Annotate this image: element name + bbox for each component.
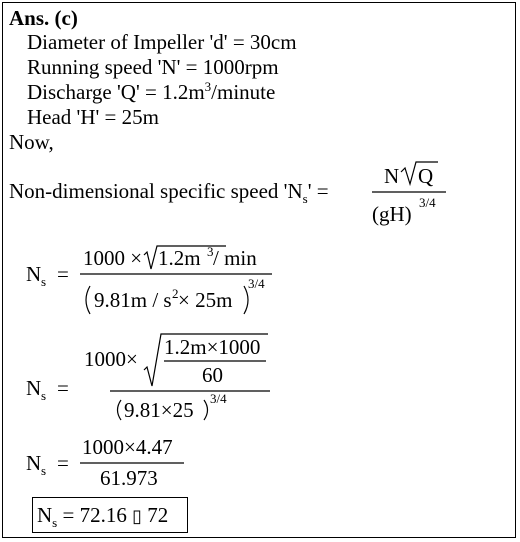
given-head: Head 'H' = 25m — [27, 105, 159, 129]
answer-label: Ans. (c) — [9, 6, 78, 30]
eq1-root-post: / min — [213, 246, 257, 270]
equation-1 — [26, 236, 306, 326]
eq1-exp: 3/4 — [248, 276, 265, 291]
eq1-num: 1000 × — [83, 246, 143, 270]
specific-speed-label: Non-dimensional specific speed '$N_s$' = — [9, 179, 329, 207]
formula-exp: 3/4 — [419, 195, 436, 210]
eq2-num-left: 1000× — [84, 347, 138, 371]
eq2-lhs-s: s — [41, 388, 47, 403]
eq2-lhs-N: N — [26, 376, 42, 400]
eq3-num: 1000×4.47 — [82, 435, 173, 459]
eq2-exp: 3/4 — [210, 391, 227, 406]
given-diameter: Diameter of Impeller 'd' = 30cm — [27, 30, 297, 54]
eq2-paren-left — [118, 400, 122, 420]
eq3-lhs-N: N — [26, 451, 42, 475]
eq1-lhs-N: N — [26, 262, 42, 286]
now-text: Now, — [9, 130, 54, 154]
eq1-root: 1.2m — [158, 246, 201, 270]
missing-glyph: ▯ — [132, 506, 142, 527]
equation-2 — [26, 330, 286, 430]
formula-Q: Q — [418, 164, 434, 188]
eq1-lhs-s: s — [41, 274, 47, 289]
eq1-den-a: 9.81m / s — [94, 288, 172, 312]
eq1-den-b: × 25m — [178, 288, 233, 312]
eq2-root-num: 1.2m×1000 — [164, 335, 261, 359]
eq2-equals: = — [57, 376, 69, 400]
formula-N: N — [384, 164, 400, 188]
eq2-paren-right — [204, 400, 208, 420]
specific-speed-formula — [368, 155, 458, 231]
eq1-den-sup: 2 — [172, 286, 179, 301]
eq3-equals: = — [57, 451, 69, 475]
eq2-den: 9.81×25 — [124, 398, 194, 422]
given-speed: Running speed 'N' = 1000rpm — [27, 55, 279, 79]
eq3-lhs-s: s — [41, 463, 47, 478]
result-text: $N_s = 72.16$ ▯ 72 — [37, 503, 169, 531]
eq1-paren-left — [86, 286, 90, 314]
eq1-root-sup: 3 — [207, 244, 214, 259]
eq3-den: 61.973 — [100, 466, 158, 490]
equation-3 — [26, 432, 226, 494]
eq1-equals: = — [57, 262, 69, 286]
formula-den: (gH) — [372, 202, 412, 226]
eq2-root-den: 60 — [202, 363, 223, 387]
given-discharge: Discharge '$Q' = 1.2m^3$/minute — [27, 79, 276, 104]
